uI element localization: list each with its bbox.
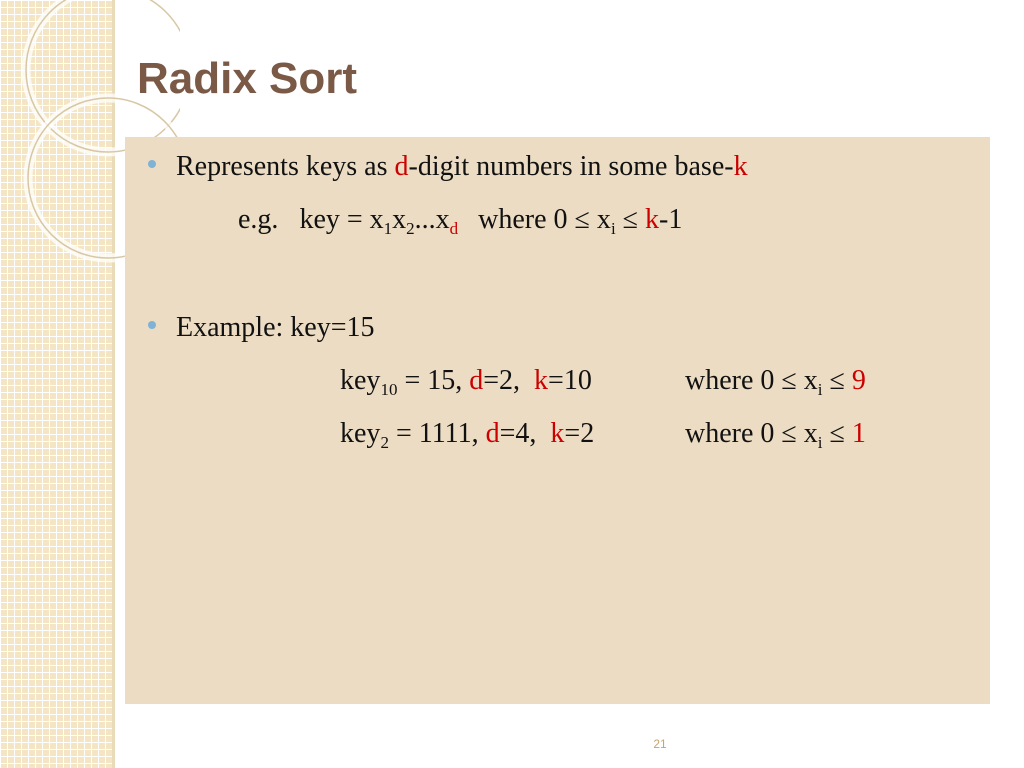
example-line-base2: key$_2$ = 1111, d=4, k=2 where $0 \le x_i \le 1$ xyxy=(340,418,866,452)
bullet-dot xyxy=(148,160,156,168)
var-k: k xyxy=(733,151,748,182)
var-d: d xyxy=(394,151,409,182)
slide-title: Radix Sort xyxy=(137,54,358,103)
bullet-dot xyxy=(148,321,156,329)
bullet-example: Example: key=15 xyxy=(176,312,375,343)
example-key-format: e.g. key = $x_1x_2...x_d$ where $0 \le x_i \le k-1$ xyxy=(238,204,683,238)
page-number: 21 xyxy=(653,737,667,751)
example-line-base10: key$_{10}$ = 15, d=2, k=10 where $0 \le x_i \le 9$ xyxy=(340,365,866,399)
bullet-represents-keys: Represents keys as d-digit numbers in some base-k xyxy=(176,151,748,182)
